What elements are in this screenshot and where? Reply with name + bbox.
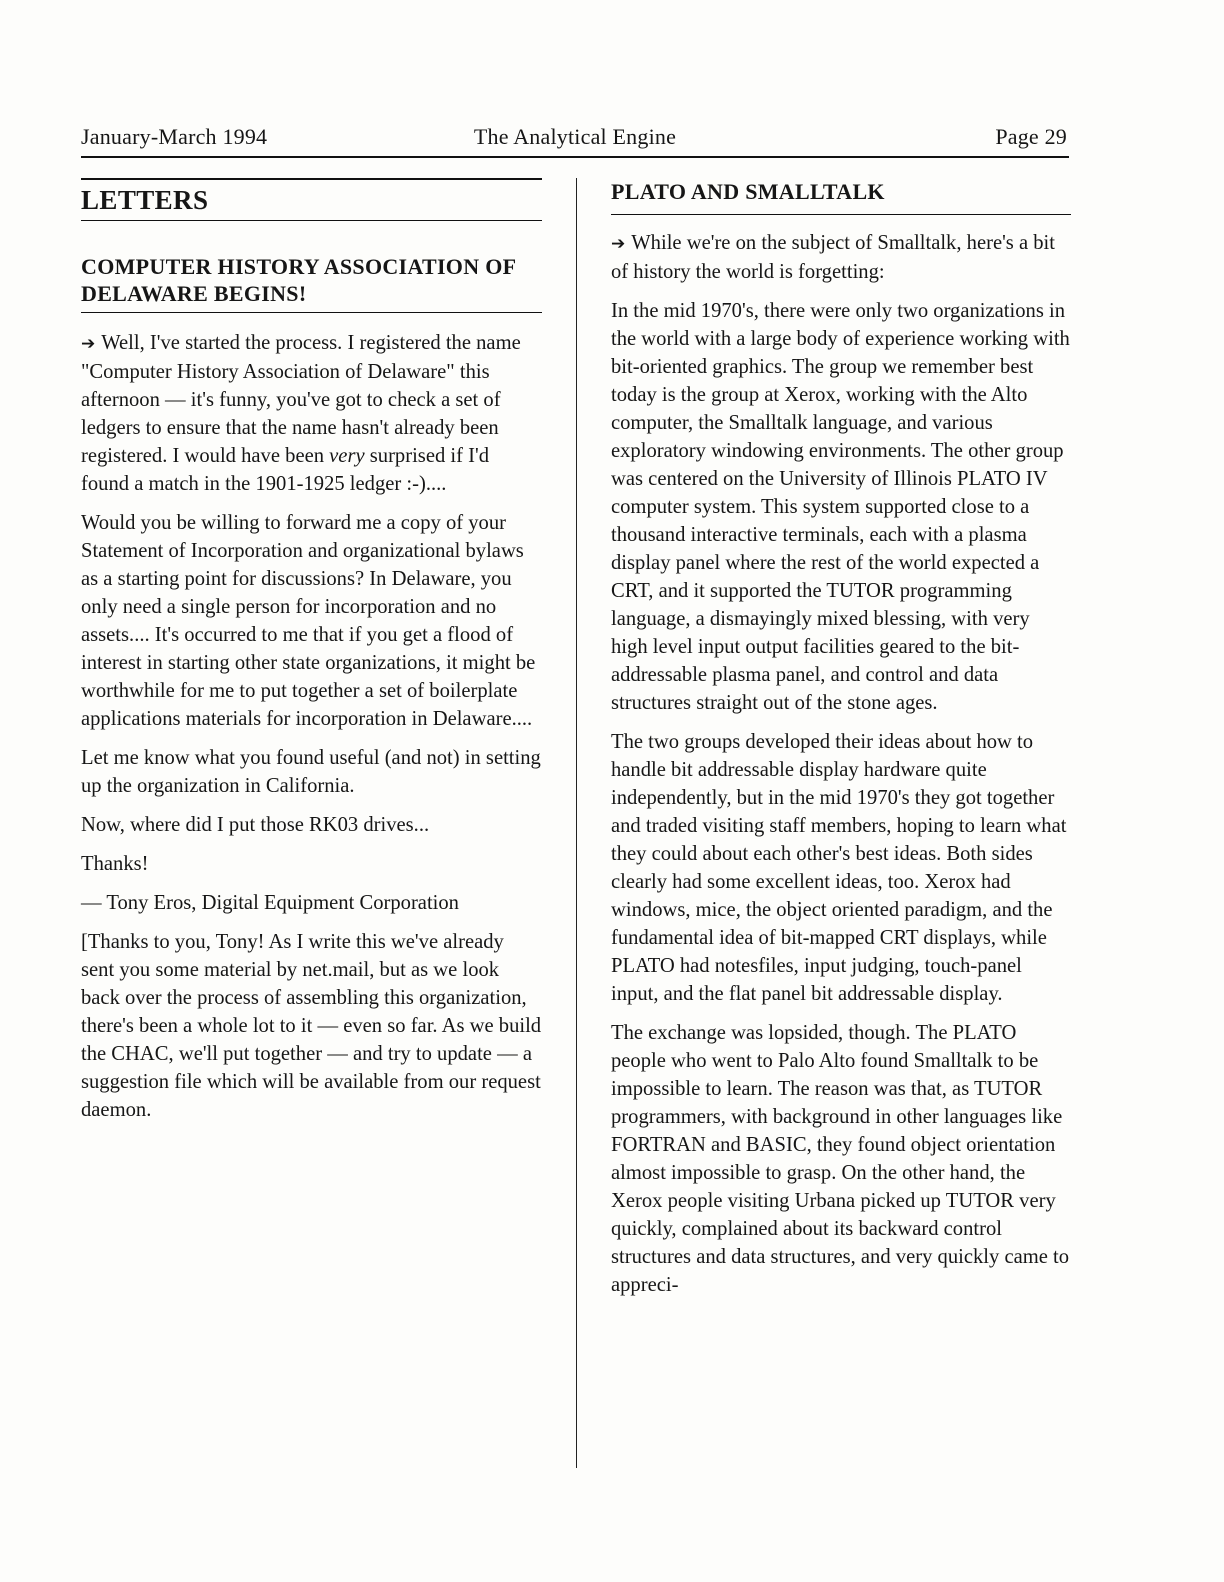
publication-title: The Analytical Engine: [473, 124, 677, 149]
paragraph: Would you be willing to forward me a copy of your Statement of Incorporation and organizational bylaws as a starting point for discussions? In Delaware, you only need a single person for incorporation and no assets.... It's occurred to me that if you get a flood of interest in starting other state organizations, it might be worthwhile for me to put together a set of boilerplate applications materials for incorporation in Delaware....: [81, 512, 536, 730]
letter-body: [81, 329, 542, 1124]
paragraph: Thanks!: [81, 853, 149, 875]
editor-reply: [Thanks to you, Tony! As I write this we've already sent you some material by net.mail, but as we look back over the process of assembling this organization, there's been a whole lot to it — even so far. As we build the CHAC, we'll put together — and try to update — a suggestion file which will be available from our request daemon.: [81, 931, 542, 1121]
emphasis: very: [329, 445, 365, 467]
paragraph: Now, where did I put those RK03 drives...: [81, 814, 430, 836]
page-number: Page 29: [995, 124, 1067, 149]
issue-date: January-March 1994: [81, 124, 268, 149]
paragraph: The two groups developed their ideas about how to handle bit addressable display hardware quite independently, but in the mid 1970's they got together and traded visiting staff members, hoping to learn what they could about each other's best ideas. Both sides clearly had some excellent ideas, too. Xerox had windows, mice, the object oriented paradigm, and the fundamental idea of bit-mapped CRT displays, while PLATO had notesfiles, input judging, touch-panel input, and the flat panel bit addressable display.: [611, 731, 1067, 1005]
section-title: LETTERS: [81, 178, 542, 221]
left-column: [81, 178, 542, 1135]
column-divider: [576, 178, 577, 1468]
paragraph: Let me know what you found useful (and not) in setting up the organization in California.: [81, 747, 541, 797]
right-column: [611, 178, 1071, 1310]
running-header: [81, 122, 1069, 158]
article-body: [611, 229, 1071, 1299]
article-title-delaware: COMPUTER HISTORY ASSOCIATION OF DELAWARE BEGINS!: [81, 253, 542, 313]
article-title-plato: PLATO AND SMALLTALK: [611, 178, 1071, 215]
arrow-icon: ➔: [81, 334, 96, 354]
paragraph: In the mid 1970's, there were only two organizations in the world with a large body of experience working with bit-oriented graphics. The group we remember best today is the group at Xerox, working with the Alto computer, the Smalltalk language, and various exploratory windowing environments. The other group was centered on the University of Illinois PLATO IV computer system. This system supported close to a thousand interactive terminals, each with a plasma display panel where the rest of the world expected a CRT, and it supported the TUTOR programming language, a dismayingly mixed blessing, with very high level input output facilities geared to the bit-addressable plasma panel, and control and data structures straight out of the stone ages.: [611, 300, 1070, 714]
signature-line: — Tony Eros, Digital Equipment Corporation: [81, 892, 459, 914]
paragraph: The exchange was lopsided, though. The PLATO people who went to Palo Alto found Smalltalk to be impossible to learn. The reason was that, as TUTOR programmers, with background in other languages like FORTRAN and BASIC, they found object orientation almost impossible to grasp. On the other hand, the Xerox people visiting Urbana picked up TUTOR very quickly, complained about its backward control structures and data structures, and very quickly came to appreci-: [611, 1022, 1070, 1296]
paragraph: ➔ While we're on the subject of Smalltalk, here's a bit of history the world is forgetting:: [611, 232, 1055, 283]
paragraph: ➔ Well, I've started the process. I registered the name "Computer History Association of Delaware" this afternoon — it's funny, you've got to check a set of ledgers to ensure that the name hasn't already been registered. I would have been very surprised if I'd found a match in the 1901-1925 ledger :-)....: [81, 332, 521, 495]
arrow-icon: ➔: [611, 234, 626, 254]
